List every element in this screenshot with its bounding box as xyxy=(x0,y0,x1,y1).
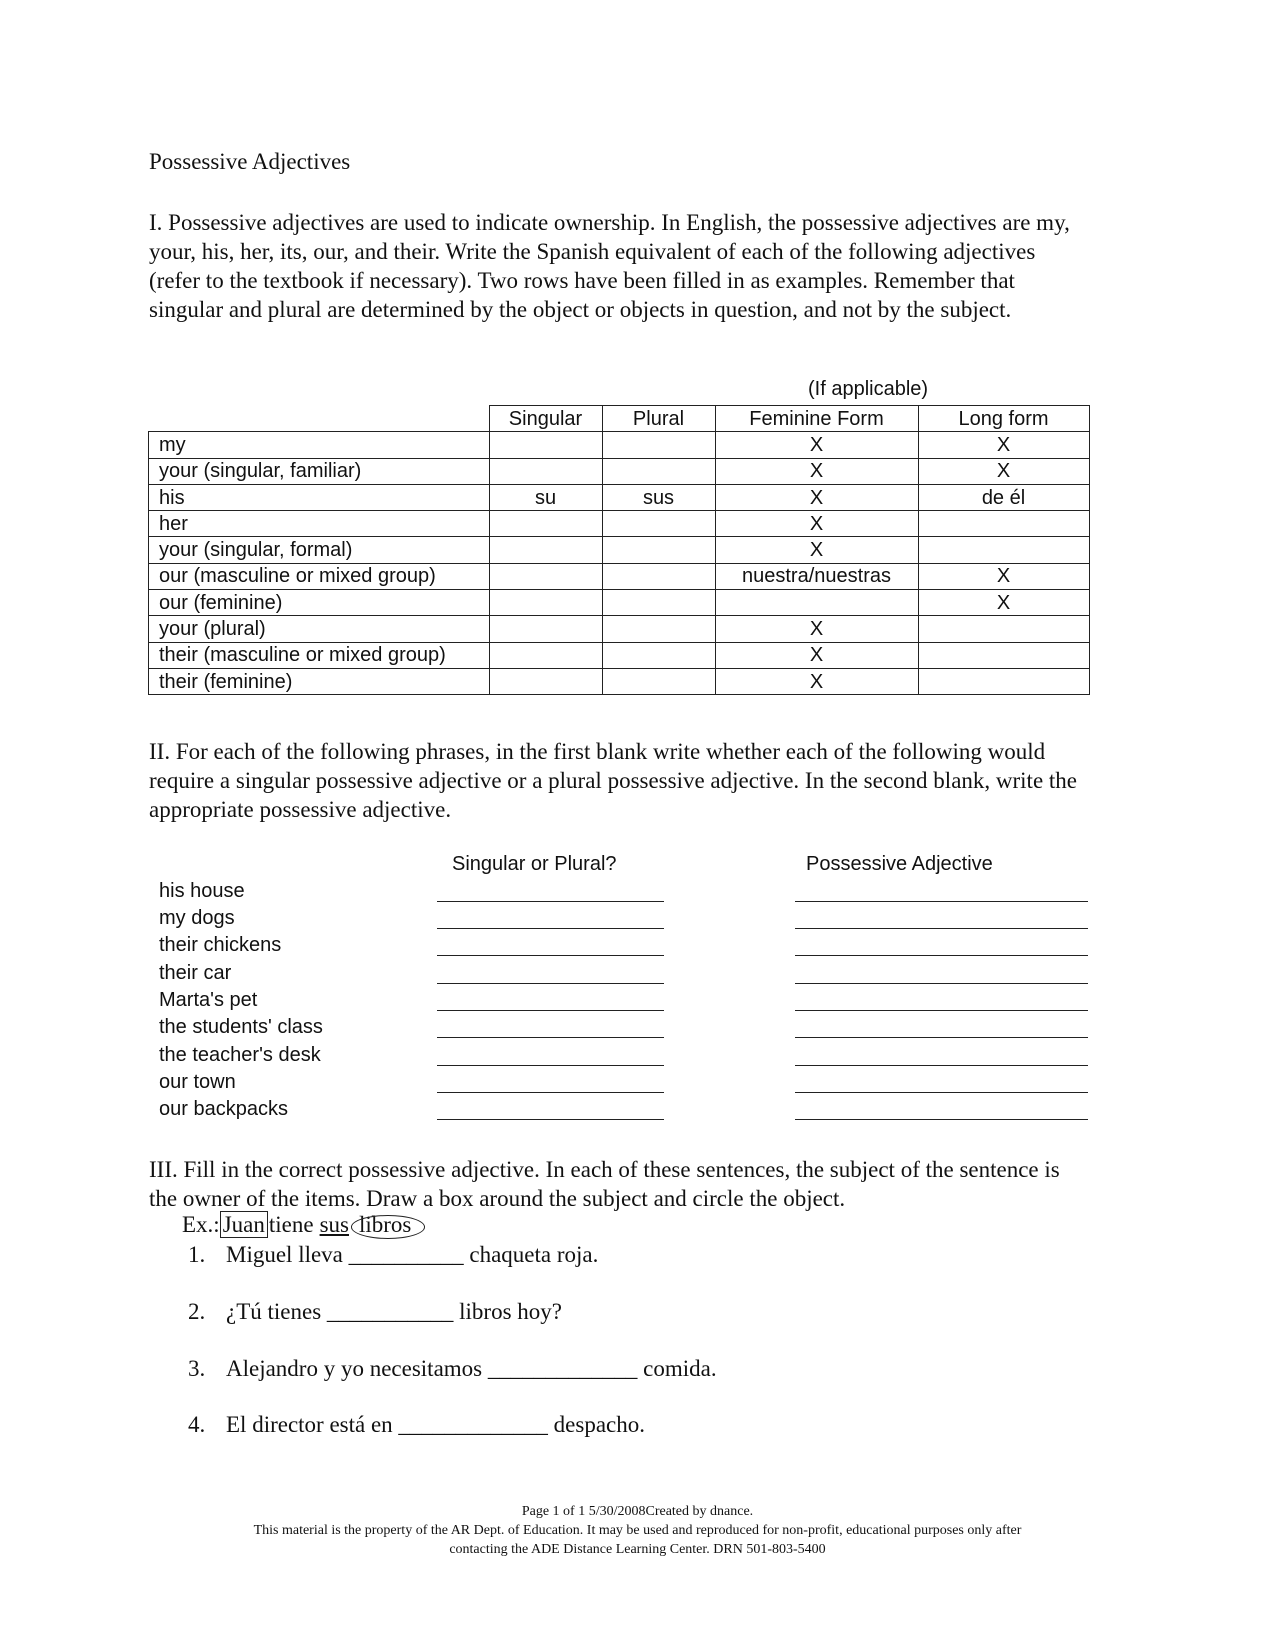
long-form-cell: X xyxy=(918,458,1089,484)
phrase-item: the teacher's desk xyxy=(159,1044,321,1066)
table-row xyxy=(149,668,1090,694)
feminine-cell: X xyxy=(715,511,918,537)
sentence-number: 1. xyxy=(188,1242,206,1267)
sentence-number: 3. xyxy=(188,1356,206,1381)
header-singular: Singular xyxy=(489,406,602,432)
section-1-instructions: I. Possessive adjectives are used to indicate ownership. In English, the possessive adjectives are my, your, his, her, its, our, and their. Write the Spanish equivalent of each of the following adjectives (refer to the textbook if necessary). Two rows have been filled in as examples. Remember that singular and plural are determined by the object or objects in question, and not by the subject. xyxy=(149,210,1070,322)
sentence-text: Alejandro y yo necesitamos _____________ comida. xyxy=(226,1356,717,1381)
singular-plural-blank[interactable] xyxy=(437,1092,664,1093)
singular-cell[interactable] xyxy=(489,590,602,616)
header-feminine-form: Feminine Form xyxy=(715,406,918,432)
long-form-cell: X xyxy=(918,590,1089,616)
plural-cell[interactable] xyxy=(602,590,715,616)
header-long-form: Long form xyxy=(918,406,1089,432)
example-prefix: Ex.: xyxy=(182,1212,220,1237)
possessive-adjective-blank[interactable] xyxy=(795,928,1088,929)
row-label: their (feminine) xyxy=(149,668,490,694)
page-title: Possessive Adjectives xyxy=(149,149,351,174)
singular-cell[interactable] xyxy=(489,511,602,537)
exercise-sentence[interactable] xyxy=(188,1356,717,1382)
phrase-item: our backpacks xyxy=(159,1098,288,1120)
singular-plural-blank[interactable] xyxy=(437,901,664,902)
possessive-adjective-blank[interactable] xyxy=(795,901,1088,902)
plural-cell[interactable] xyxy=(602,432,715,458)
long-form-cell[interactable] xyxy=(918,511,1089,537)
table-note: (If applicable) xyxy=(808,378,929,400)
row-label: your (plural) xyxy=(149,616,490,642)
plural-cell[interactable] xyxy=(602,563,715,589)
plural-cell: sus xyxy=(602,484,715,510)
singular-plural-blank[interactable] xyxy=(437,1010,664,1011)
sentence-number: 2. xyxy=(188,1299,206,1324)
phrase-item: Marta's pet xyxy=(159,989,258,1011)
table-row xyxy=(149,563,1090,589)
long-form-cell: de él xyxy=(918,484,1089,510)
table-row xyxy=(149,590,1090,616)
table-row xyxy=(149,458,1090,484)
long-form-cell[interactable] xyxy=(918,537,1089,563)
phrase-item: their car xyxy=(159,962,232,984)
row-label: our (masculine or mixed group) xyxy=(149,563,490,589)
possessive-adjective-blank[interactable] xyxy=(795,1037,1088,1038)
feminine-cell: X xyxy=(715,616,918,642)
example-sentence xyxy=(182,1212,415,1238)
feminine-cell: X xyxy=(715,668,918,694)
possessive-adjective-blank[interactable] xyxy=(795,1119,1088,1120)
example-verb: tiene xyxy=(268,1212,314,1237)
singular-plural-blank[interactable] xyxy=(437,955,664,956)
table-header-row xyxy=(149,406,1090,432)
row-label: your (singular, formal) xyxy=(149,537,490,563)
exercise-sentence[interactable] xyxy=(188,1412,645,1438)
sentence-number: 4. xyxy=(188,1412,206,1437)
singular-plural-blank[interactable] xyxy=(437,1037,664,1038)
phrase-item: the students' class xyxy=(159,1016,323,1038)
table-row xyxy=(149,432,1090,458)
row-label: his xyxy=(149,484,490,510)
table-row xyxy=(149,616,1090,642)
header-plural: Plural xyxy=(602,406,715,432)
long-form-cell[interactable] xyxy=(918,668,1089,694)
long-form-cell: X xyxy=(918,563,1089,589)
row-label: their (masculine or mixed group) xyxy=(149,642,490,668)
long-form-cell: X xyxy=(918,432,1089,458)
phrase-item: their chickens xyxy=(159,934,282,956)
plural-cell[interactable] xyxy=(602,458,715,484)
singular-cell[interactable] xyxy=(489,642,602,668)
footer-contact: contacting the ADE Distance Learning Center. DRN 501-803-5400 xyxy=(449,1542,826,1557)
table-corner-cell xyxy=(149,406,490,432)
feminine-cell: X xyxy=(715,484,918,510)
phrase-item: his house xyxy=(159,880,245,902)
feminine-cell[interactable] xyxy=(715,590,918,616)
table-row xyxy=(149,537,1090,563)
possessive-adjective-blank[interactable] xyxy=(795,1010,1088,1011)
singular-plural-blank[interactable] xyxy=(437,983,664,984)
row-label: our (feminine) xyxy=(149,590,490,616)
singular-plural-blank[interactable] xyxy=(437,1065,664,1066)
section-3-instructions: III. Fill in the correct possessive adjective. In each of these sentences, the subject of the sentence is the owner of the items. Draw a box around the subject and circle the object. xyxy=(149,1157,1060,1211)
possessive-adjective-blank[interactable] xyxy=(795,983,1088,984)
long-form-cell[interactable] xyxy=(918,616,1089,642)
singular-cell[interactable] xyxy=(489,616,602,642)
possessive-adjective-blank[interactable] xyxy=(795,955,1088,956)
row-label: your (singular, familiar) xyxy=(149,458,490,484)
singular-plural-blank[interactable] xyxy=(437,1119,664,1120)
sentence-text: Miguel lleva __________ chaqueta roja. xyxy=(226,1242,599,1267)
table-row xyxy=(149,484,1090,510)
singular-cell[interactable] xyxy=(489,432,602,458)
feminine-cell: X xyxy=(715,642,918,668)
long-form-cell[interactable] xyxy=(918,642,1089,668)
example-possessive: sus xyxy=(319,1212,349,1237)
plural-cell[interactable] xyxy=(602,511,715,537)
singular-cell[interactable] xyxy=(489,668,602,694)
feminine-cell: X xyxy=(715,537,918,563)
feminine-cell: X xyxy=(715,458,918,484)
row-label: my xyxy=(149,432,490,458)
example-subject-box: Juan xyxy=(220,1211,268,1238)
phrase-item: my dogs xyxy=(159,907,235,929)
possessive-adjective-column-heading: Possessive Adjective xyxy=(806,853,993,875)
feminine-cell: X xyxy=(715,432,918,458)
exercise-sentence[interactable] xyxy=(188,1242,598,1268)
plural-cell[interactable] xyxy=(602,668,715,694)
possessive-adjective-blank[interactable] xyxy=(795,1065,1088,1066)
singular-cell[interactable] xyxy=(489,537,602,563)
plural-cell[interactable] xyxy=(602,616,715,642)
row-label: her xyxy=(149,511,490,537)
plural-cell[interactable] xyxy=(602,642,715,668)
sentence-text: El director está en _____________ despacho. xyxy=(226,1412,645,1437)
exercise-sentence[interactable] xyxy=(188,1299,562,1325)
possessive-adjectives-table xyxy=(148,405,1090,695)
singular-plural-blank[interactable] xyxy=(437,928,664,929)
sentence-text: ¿Tú tienes ___________ libros hoy? xyxy=(226,1299,563,1324)
table-row xyxy=(149,642,1090,668)
footer-page-info: Page 1 of 1 5/30/2008Created by dnance. xyxy=(521,1504,754,1519)
plural-cell[interactable] xyxy=(602,537,715,563)
singular-cell[interactable] xyxy=(489,458,602,484)
footer-copyright: This material is the property of the AR Dept. of Education. It may be used and reproduced for non-profit, educational purposes only after xyxy=(253,1523,1022,1538)
phrase-item: our town xyxy=(159,1071,236,1093)
singular-cell: su xyxy=(489,484,602,510)
table-row xyxy=(149,511,1090,537)
example-object-circle: libros xyxy=(355,1212,415,1237)
section-2-instructions: II. For each of the following phrases, in the first blank write whether each of the following would require a singular possessive adjective or a plural possessive adjective. In the second blank, write the appropriate possessive adjective. xyxy=(149,739,1078,822)
singular-plural-column-heading: Singular or Plural? xyxy=(452,853,617,875)
possessive-adjective-blank[interactable] xyxy=(795,1092,1088,1093)
singular-cell[interactable] xyxy=(489,563,602,589)
feminine-cell: nuestra/nuestras xyxy=(715,563,918,589)
